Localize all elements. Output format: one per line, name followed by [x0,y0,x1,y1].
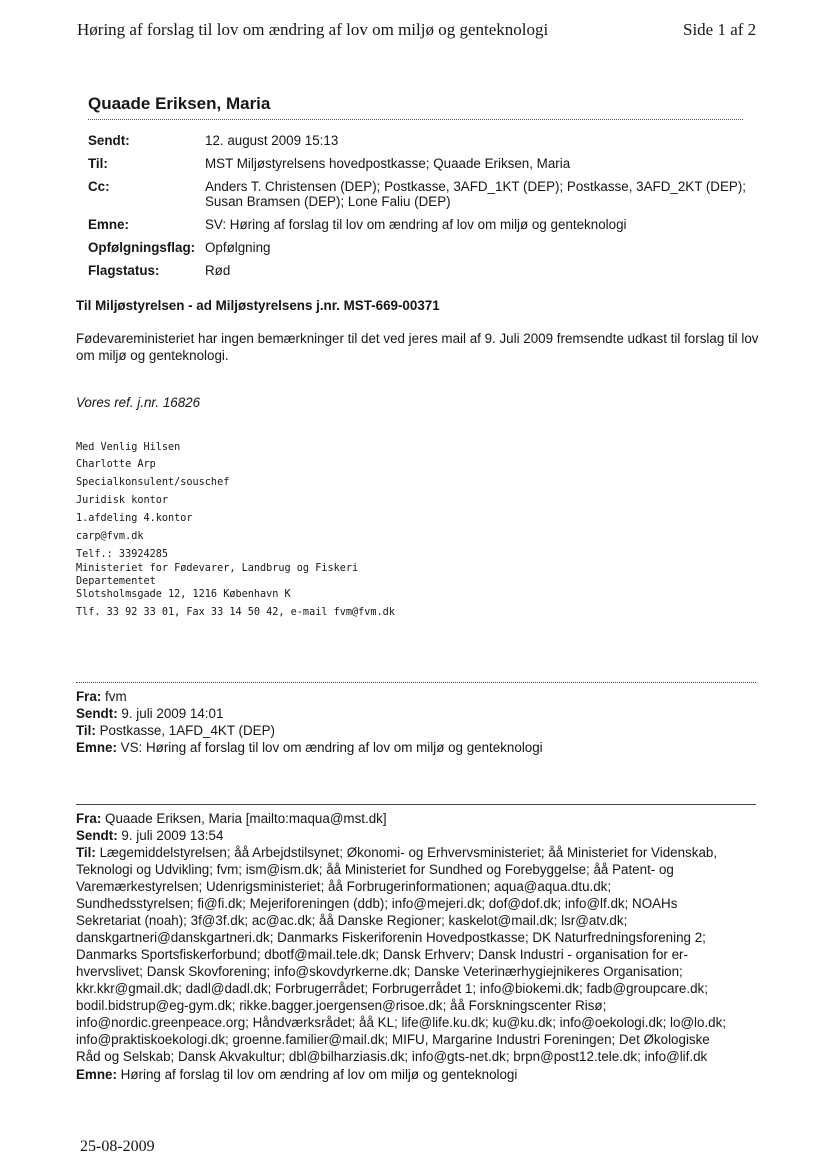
body-paragraph: Fødevareministeriet har ingen bemærkninger til det ved jeres mail af 9. Juli 2009 fremsendte udkast til forslag til lov om miljø og genteknologi. [76,331,759,363]
forward1-from-label: Fra: [76,689,102,704]
forward2-to-line: Sundhedsstyrelsen; fi@fi.dk; Mejeriforeningen (ddb); info@mejeri.dk; dof@dof.dk; info@lf.dk; NOAHs [76,896,678,911]
meta-value-to: MST Miljøstyrelsens hovedpostkasse; Quaade Eriksen, Maria [205,156,571,171]
forward1-to [76,722,766,739]
forward2-to-line: Til: Lægemiddelstyrelsen; åå Arbejdstilsynet; Økonomi- og Erhvervsministeriet; åå Ministeriet for Videnskab, [76,845,718,860]
forward2-to-line: Danmarks Sportsfiskerforbund; dbotf@mail.tele.dk; Dansk Erhverv; Dansk Industri - organisation for er- [76,947,688,962]
signature-email: carp@fvm.dk [76,531,144,542]
forward2-sent-value: 9. juli 2009 13:54 [121,828,224,843]
meta-label-cc: Cc: [88,179,110,194]
meta-label-subject: Emne: [88,217,129,232]
signature-title: Specialkonsulent/souschef [76,477,230,488]
forward2-to-line: kkr.kkr@gmail.dk; dadl@dadl.dk; Forbrugerrådet; Forbrugerrådet 1; info@biokemi.dk; fadb@groupcare.dk; [76,981,708,996]
forward2-from-label: Fra: [76,811,102,826]
sender-name: Quaade Eriksen, Maria [88,94,271,113]
forward2-subject [76,1066,766,1083]
forward2-sent-label: Sendt: [76,828,118,843]
meta-label-flag-status: Flagstatus: [88,263,160,278]
forward2-to-line: Sekretariat (noah); 3f@3f.dk; ac@ac.dk; åå Danske Regioner; kaskelot@mail.dk; lsr@atv.dk; [76,913,628,928]
signature-address: Slotsholmsgade 12, 1216 København K [76,589,291,600]
forward1-to-value: Postkasse, 1AFD_4KT (DEP) [99,723,275,738]
signature-greeting: Med Venlig Hilsen [76,442,181,453]
forward1-to-label: Til: [76,723,96,738]
forward2-from-value: Quaade Eriksen, Maria [mailto:maqua@mst.dk] [105,811,387,826]
meta-value-followup-flag: Opfølgning [205,240,271,255]
meta-value-subject: SV: Høring af forslag til lov om ændring af lov om miljø og genteknologi [205,217,627,232]
body-subject-line: Til Miljøstyrelsen - ad Miljøstyrelsens j.nr. MST-669-00371 [76,298,440,313]
page-number: Side 1 af 2 [683,20,757,39]
signature-ministry: Ministeriet for Fødevarer, Landbrug og Fiskeri [76,563,359,574]
signature-division: 1.afdeling 4.kontor [76,513,193,524]
forward2-to-line: Varemærkestyrelsen; Udenrigsministeriet; åå Forbrugerinformationen; aqua@aqua.dtu.dk; [76,879,612,894]
forward1-sent [76,705,766,722]
page-header-title: Høring af forslag til lov om ændring af lov om miljø og genteknologi [77,20,549,39]
forward2-to-line: danskgartneri@danskgartneri.dk; Danmarks Fiskeriforenin Hovedpostkasse; DK Naturfredningsforening 2; [76,930,706,945]
forward1-subject-label: Emne: [76,740,117,755]
forward2-to-line: bodil.bidstrup@eg-gym.dk; rikke.bagger.joergensen@risoe.dk; åå Forskningscenter Risø; [76,998,607,1013]
forward1-subject-value: VS: Høring af forslag til lov om ændring af lov om miljø og genteknologi [120,740,543,755]
forward-divider-2 [76,804,756,805]
forward1-sent-label: Sendt: [76,706,118,721]
forward2-to-line: info@praktiskoekologi.dk; groenne.familier@mail.dk; MIFU, Margarine Industri Foreningen; Det Økologiske [76,1032,710,1047]
reference-number: Vores ref. j.nr. 16826 [76,395,201,410]
forward2-sent [76,827,766,844]
forward2-to [76,844,766,1065]
forward2-from [76,810,766,827]
signature-phone: Telf.: 33924285 [76,549,169,560]
meta-label-sent: Sendt: [88,133,130,148]
forward1-subject [76,739,766,756]
forward2-to-line: info@nordic.greenpeace.org; Håndværksrådet; åå KL; life@life.ku.dk; ku@ku.dk; info@oekologi.dk; lo@lo.dk; [76,1015,727,1030]
meta-value-sent: 12. august 2009 15:13 [205,133,339,148]
signature-contact: Tlf. 33 92 33 01, Fax 33 14 50 42, e-mail fvm@fvm.dk [76,607,395,618]
forward2-subject-label: Emne: [76,1067,117,1082]
footer-date: 25-08-2009 [80,1138,155,1155]
forward2-subject-value: Høring af forslag til lov om ændring af lov om miljø og genteknologi [120,1067,518,1082]
forward2-to-label: Til: [76,845,96,860]
forward1-from-value: fvm [105,689,127,704]
forward2-to-line: hvervslivet; Dansk Skovforening; info@skovdyrkerne.dk; Danske Veterinærhygiejnikeres Organisation; [76,964,683,979]
forward2-to-line: Teknologi og Udvikling; fvm; ism@ism.dk; åå Ministeriet for Sundhed og Forebyggelse; åå Patent- og [76,862,674,877]
forward2-to-line: Råd og Selskab; Dansk Akvakultur; dbl@bilharziasis.dk; info@gts-net.dk; brpn@post12.tele.dk; info@lif.dk [76,1049,708,1064]
meta-label-to: Til: [88,156,108,171]
signature-department: Departementet [76,576,156,587]
meta-value-cc: Anders T. Christensen (DEP); Postkasse, 3AFD_1KT (DEP); Postkasse, 3AFD_2KT (DEP); Susan Bramsen (DEP); Lone Faliu (DEP) [205,179,747,209]
signature-office: Juridisk kontor [76,495,169,506]
forward1-sent-value: 9. juli 2009 14:01 [121,706,224,721]
signature-name: Charlotte Arp [76,459,156,470]
forward1-from [76,688,766,705]
forward-divider-1 [76,682,756,683]
meta-value-flag-status: Rød [205,263,231,278]
header-divider [88,119,743,120]
meta-label-followup-flag: Opfølgningsflag: [88,240,196,255]
